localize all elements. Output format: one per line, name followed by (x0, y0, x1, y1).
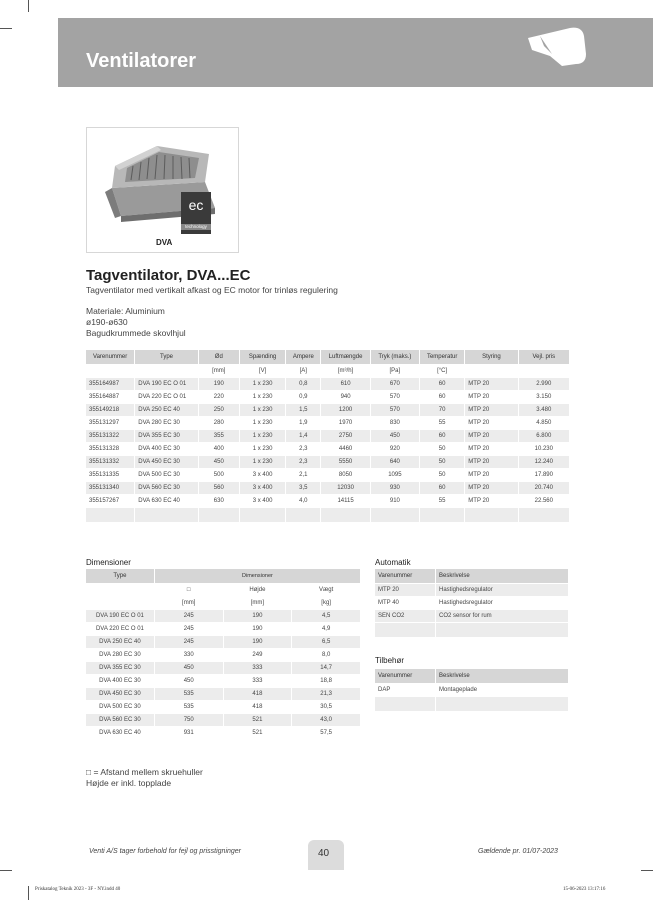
empty-cell (436, 697, 568, 711)
table-cell: 60 (420, 430, 464, 442)
crop-mark (641, 870, 653, 871)
table-cell: MTP 40 (378, 600, 399, 606)
table-cell: [mm] (212, 368, 226, 374)
table-cell: 4.850 (536, 420, 552, 426)
footer-disclaimer: Venti A/S tager forbehold for fejl og prisstigninger (89, 848, 242, 855)
table-cell: 17.890 (534, 472, 553, 478)
dimension-note: □ = Afstand mellem skruehuller (86, 767, 203, 777)
table-cell: 3 x 400 (240, 482, 285, 494)
ec-badge-main: ec (188, 197, 204, 213)
col-header: Vejl. pris (519, 350, 569, 364)
table-cell: 245 (155, 610, 223, 622)
table-cell: 670 (371, 378, 419, 390)
table-cell: Montageplade (439, 687, 478, 693)
table-cell: 1,4 (286, 430, 320, 442)
table-cell: 570 (389, 394, 400, 400)
table-cell: 830 (389, 420, 400, 426)
crop-mark (0, 870, 12, 871)
table-row (86, 495, 569, 507)
table-row (86, 417, 569, 429)
table-cell: 14,7 (292, 662, 360, 674)
size-range-line: ø190-ø630 (86, 317, 128, 327)
table-cell: DVA 190 EC O 01 (135, 378, 197, 390)
table-cell: 2,3 (299, 446, 308, 452)
table-cell: DVA 630 EC 40 (138, 498, 180, 504)
product-title: Tagventilator, DVA...EC (86, 267, 251, 284)
table-cell: DVA 355 EC 30 (135, 430, 197, 442)
table-cell: 1 x 230 (240, 430, 285, 442)
dim-group-header: Dimensioner (155, 569, 360, 583)
table-cell: [mm] (250, 600, 265, 606)
empty-cell (86, 584, 154, 596)
dimensions-table (85, 568, 361, 740)
table-cell: 355131322 (86, 430, 134, 442)
table-cell: 4460 (338, 446, 353, 452)
table-cell: 521 (252, 730, 263, 736)
table-cell: 450 (155, 662, 223, 674)
table-cell: Vægt (318, 587, 334, 593)
table-cell: MTP 20 (465, 378, 517, 390)
table-cell: DVA 560 EC 30 (135, 482, 197, 494)
table-cell: 3.480 (519, 404, 569, 416)
empty-row (86, 508, 569, 522)
automatik-row (375, 597, 568, 609)
table-cell: MTP 20 (468, 472, 490, 478)
table-row (86, 378, 569, 390)
table-cell: □ (186, 587, 191, 593)
table-cell (86, 365, 134, 377)
roof-fan-image (87, 128, 238, 252)
dim-type-header: Type (86, 569, 154, 583)
table-cell: 910 (389, 498, 400, 504)
table-cell: 60 (420, 378, 464, 390)
table-cell: DVA 190 EC O 01 (86, 610, 154, 622)
table-cell: 355164987 (86, 378, 134, 390)
impeller-line: Bagudkrummede skovlhjul (86, 328, 186, 338)
table-cell: 4,9 (321, 626, 331, 632)
product-table (85, 349, 570, 523)
table-cell: 245 (183, 626, 194, 632)
empty-row (375, 697, 568, 711)
table-cell: MTP 20 (375, 584, 435, 596)
table-cell: 3.150 (536, 394, 552, 400)
col-header: Tryk (maks.) (371, 350, 419, 364)
table-cell: 21,3 (292, 688, 360, 700)
dim-row (86, 714, 360, 726)
automatik-row (375, 584, 568, 596)
table-cell: DVA 400 EC 30 (99, 678, 141, 684)
table-cell: 50 (438, 446, 446, 452)
tilbehor-row (375, 684, 568, 696)
table-cell: DVA 630 EC 40 (99, 730, 141, 736)
table-cell: 450 (183, 678, 194, 684)
table-cell: 930 (371, 482, 419, 494)
table-cell: 355131340 (86, 482, 134, 494)
table-cell: MTP 20 (468, 394, 490, 400)
table-cell: 6,5 (292, 636, 360, 648)
table-cell: 450 (199, 456, 239, 468)
col-header: Luftmængde (321, 350, 369, 364)
table-cell: 50 (420, 456, 464, 468)
table-cell (465, 365, 517, 377)
table-cell: 400 (213, 446, 224, 452)
crop-mark (28, 0, 29, 12)
dim-row (86, 610, 360, 622)
product-image-frame (86, 127, 239, 253)
table-cell: 2,3 (286, 456, 320, 468)
table-cell: 355 (199, 430, 239, 442)
table-cell: SEN CO2 (375, 610, 435, 622)
table-cell: 355157267 (89, 498, 120, 504)
table-cell: 55 (438, 498, 446, 504)
empty-cell (135, 508, 197, 522)
footer-validity: Gældende pr. 01/07-2023 (478, 848, 558, 855)
table-row (86, 456, 569, 468)
crop-mark (28, 886, 29, 900)
table-cell: DVA 355 EC 30 (86, 662, 154, 674)
table-cell: 1 x 230 (252, 394, 273, 400)
empty-cell (465, 508, 517, 522)
empty-row (375, 623, 568, 637)
table-cell: 4,5 (292, 610, 360, 622)
table-cell: 1095 (388, 472, 402, 478)
table-cell: 22.560 (534, 498, 553, 504)
table-cell: DVA 280 EC 30 (138, 420, 180, 426)
table-cell: 1 x 230 (240, 404, 285, 416)
table-cell: DVA 400 EC 30 (138, 446, 180, 452)
table-cell: [m³/h] (337, 368, 354, 374)
table-cell: CO2 sensor for rum (436, 610, 568, 622)
table-cell: 60 (420, 482, 464, 494)
table-cell: 1200 (321, 404, 369, 416)
print-slug-left: Priskatalog Teknik 2023 - 3F - NY.indd 40 (35, 887, 121, 892)
table-cell: 3 x 400 (252, 498, 273, 504)
logo-icon (522, 24, 592, 68)
table-cell: 250 (199, 404, 239, 416)
page-title: Ventilatorer (86, 50, 197, 72)
table-cell: DVA 500 EC 30 (99, 704, 141, 710)
table-cell: DVA 250 EC 40 (135, 404, 197, 416)
col-header: Beskrivelse (436, 569, 568, 583)
table-cell: DVA 500 EC 30 (138, 472, 180, 478)
table-cell: 1 x 230 (240, 456, 285, 468)
table-cell: 610 (321, 378, 369, 390)
table-cell: 10.230 (534, 446, 553, 452)
table-cell: 630 (213, 498, 224, 504)
tilbehor-title: Tilbehør (375, 656, 405, 665)
col-header: Ød (199, 350, 239, 364)
table-cell: 249 (252, 652, 263, 658)
table-cell: [Pa] (389, 368, 401, 374)
table-cell: 1 x 230 (240, 378, 285, 390)
table-cell: 18,8 (320, 678, 332, 684)
table-cell: 12030 (321, 482, 369, 494)
empty-cell (375, 697, 435, 711)
table-cell: [A] (299, 368, 307, 374)
product-subtitle: Tagventilator med vertikalt afkast og EC motor for trinløs regulering (86, 285, 338, 295)
col-header: Beskrivelse (436, 669, 568, 683)
table-cell: 418 (224, 688, 292, 700)
product-image-label: DVA (156, 238, 173, 247)
empty-cell (375, 623, 435, 637)
dim-row (86, 623, 360, 635)
table-cell: Hastighedsregulator (439, 600, 493, 606)
col-header: Spænding (240, 350, 285, 364)
automatik-row (375, 610, 568, 622)
table-cell: 50 (438, 472, 446, 478)
table-cell: [°C] (437, 368, 448, 374)
units-row (86, 365, 569, 377)
table-cell: [V] (258, 368, 267, 374)
table-row (86, 391, 569, 403)
table-cell: 190 (224, 636, 292, 648)
automatik-table (374, 568, 569, 638)
table-cell: 280 (213, 420, 224, 426)
dim-row (86, 727, 360, 739)
table-cell: 640 (371, 456, 419, 468)
table-cell: 55 (438, 420, 446, 426)
table-cell: [kg] (321, 600, 331, 606)
table-cell: 245 (155, 636, 223, 648)
table-cell: 14115 (337, 498, 354, 504)
table-cell: DVA 220 EC O 01 (95, 626, 144, 632)
table-cell: 6.800 (519, 430, 569, 442)
table-cell: 535 (183, 704, 194, 710)
table-cell: 330 (183, 652, 194, 658)
crop-mark (0, 28, 12, 29)
table-cell: DVA 450 EC 30 (135, 456, 197, 468)
table-cell: 355149218 (86, 404, 134, 416)
table-cell: 190 (224, 610, 292, 622)
table-row (86, 430, 569, 442)
empty-cell (86, 597, 154, 609)
page-number: 40 (318, 848, 330, 859)
table-cell: 2,1 (299, 472, 308, 478)
empty-cell (519, 508, 569, 522)
dim-row (86, 662, 360, 674)
table-cell: DVA 450 EC 30 (86, 688, 154, 700)
table-cell: MTP 20 (465, 482, 517, 494)
dim-units-row (86, 597, 360, 609)
dim-row (86, 636, 360, 648)
table-cell: MTP 20 (468, 420, 490, 426)
table-cell: 1970 (338, 420, 353, 426)
dimension-note: Højde er inkl. topplade (86, 778, 172, 788)
table-cell: 931 (183, 730, 194, 736)
empty-cell (371, 508, 419, 522)
table-cell: 8,0 (321, 652, 331, 658)
ec-badge (181, 192, 211, 234)
tilbehor-table (374, 668, 569, 712)
table-cell: 220 (213, 394, 224, 400)
table-cell: MTP 20 (465, 404, 517, 416)
empty-cell (286, 508, 320, 522)
ec-badge-sub: technology (181, 224, 211, 230)
table-cell: MTP 20 (465, 430, 517, 442)
material-line: Materiale: Aluminium (86, 306, 165, 316)
col-header: Type (135, 350, 197, 364)
table-cell: 450 (371, 430, 419, 442)
table-cell: 920 (389, 446, 400, 452)
table-cell: 0,8 (286, 378, 320, 390)
dim-row (86, 688, 360, 700)
col-header: Varenummer (375, 669, 435, 683)
table-cell: 750 (155, 714, 223, 726)
table-header-row (86, 350, 569, 364)
table-row (86, 404, 569, 416)
table-cell: 535 (155, 688, 223, 700)
table-cell: 355131335 (89, 472, 120, 478)
empty-cell (420, 508, 464, 522)
table-cell: 570 (371, 404, 419, 416)
empty-cell (86, 508, 134, 522)
table-cell: 940 (340, 394, 351, 400)
table-cell: DVA 250 EC 40 (86, 636, 154, 648)
table-cell: DVA 280 EC 30 (99, 652, 141, 658)
table-cell: MTP 20 (465, 456, 517, 468)
table-cell: 12.240 (519, 456, 569, 468)
table-cell (519, 365, 569, 377)
table-cell: 355131297 (89, 420, 120, 426)
empty-cell (199, 508, 239, 522)
table-cell: 3 x 400 (252, 472, 273, 478)
table-cell: DVA 220 EC O 01 (138, 394, 187, 400)
table-cell: 355131332 (86, 456, 134, 468)
table-cell: 333 (252, 678, 263, 684)
col-header: Ampere (286, 350, 320, 364)
table-cell: 2750 (321, 430, 369, 442)
table-cell: 43,0 (292, 714, 360, 726)
table-cell: 560 (199, 482, 239, 494)
automatik-title: Automatik (375, 558, 411, 567)
table-cell: 20.740 (519, 482, 569, 494)
table-cell: [mm] (182, 600, 196, 606)
table-cell: 190 (252, 626, 263, 632)
table-cell: 5550 (321, 456, 369, 468)
col-header: Varenummer (86, 350, 134, 364)
table-cell: DAP (378, 687, 391, 693)
table-cell: 0,9 (299, 394, 308, 400)
col-header: Styring (465, 350, 517, 364)
table-cell: 1 x 230 (252, 446, 273, 452)
table-cell: 30,5 (320, 704, 332, 710)
dim-row (86, 675, 360, 687)
table-cell: 355164887 (89, 394, 120, 400)
empty-cell (240, 508, 285, 522)
table-row (86, 469, 569, 481)
empty-cell (321, 508, 369, 522)
dimensions-title: Dimensioner (86, 558, 131, 567)
table-cell: 333 (224, 662, 292, 674)
table-cell: 418 (252, 704, 263, 710)
table-cell: 1,9 (299, 420, 308, 426)
table-cell: DVA 560 EC 30 (86, 714, 154, 726)
table-cell: 8050 (338, 472, 353, 478)
table-row (86, 482, 569, 494)
empty-cell (436, 623, 568, 637)
table-cell: MTP 20 (468, 446, 490, 452)
col-header: Varenummer (375, 569, 435, 583)
table-cell: 1,5 (286, 404, 320, 416)
table-cell: 57,5 (320, 730, 332, 736)
table-cell: 521 (224, 714, 292, 726)
table-cell: 60 (438, 394, 446, 400)
table-cell: 1 x 230 (252, 420, 273, 426)
table-cell: 190 (199, 378, 239, 390)
dim-row (86, 701, 360, 713)
table-cell: MTP 20 (468, 498, 490, 504)
table-cell (135, 365, 197, 377)
print-slug-right: 15-06-2023 13:17:16 (563, 887, 606, 892)
table-cell: 4,0 (299, 498, 308, 504)
table-cell: 355131328 (89, 446, 120, 452)
table-cell: 70 (420, 404, 464, 416)
table-cell: Højde (249, 587, 266, 593)
table-cell: 500 (213, 472, 224, 478)
col-header: Temperatur (420, 350, 464, 364)
dim-row (86, 649, 360, 661)
table-cell: 2.990 (519, 378, 569, 390)
table-row (86, 443, 569, 455)
table-cell: Hastighedsregulator (436, 584, 568, 596)
table-cell: 3,5 (286, 482, 320, 494)
dim-subheader-row (86, 584, 360, 596)
